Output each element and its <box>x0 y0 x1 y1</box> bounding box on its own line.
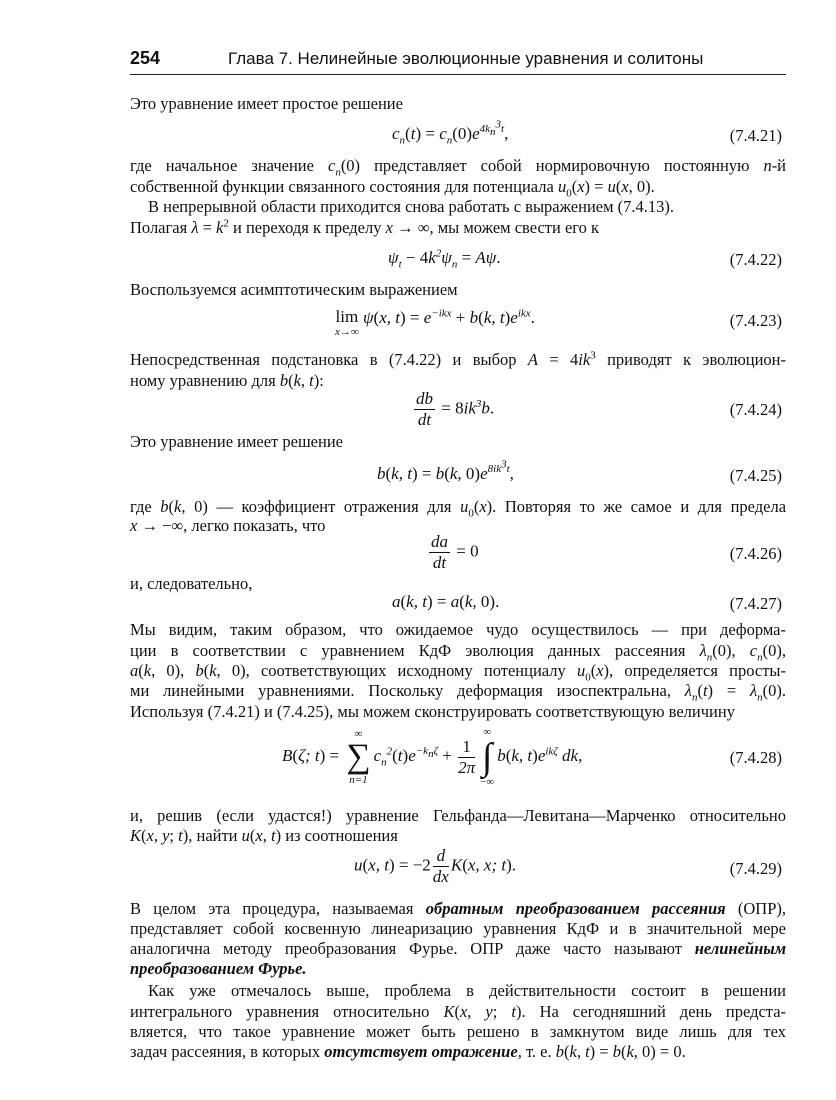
equation-7-4-23: lim x→∞ ψ(x, $t) = e^{-ikx} + b(k$, $t)e^{ikx}$. <box>335 307 535 338</box>
page-number: 254 <box>130 48 161 68</box>
text-line: Воспользуемся асимптотическим выражением <box>130 280 458 299</box>
text-line: ции в соответствии с уравнением КдФ эволюция данных рассеяния $\lambda_n(0)$, $c_n(0)$, <box>130 641 786 664</box>
equation-7-4-27: a(k, t) = a(k, 0). <box>392 592 500 611</box>
equation-number: (7.4.27) <box>729 594 782 613</box>
equation-number: (7.4.23) <box>729 311 782 330</box>
equation-number: (7.4.24) <box>729 400 782 419</box>
equation-number: (7.4.28) <box>729 748 782 767</box>
text-line: Мы видим, таким образом, что ожидаемое чудо осуществилось — при деформа- <box>130 620 786 639</box>
text-line: Полагая $\lambda = k^2$ и переходя к пределу x → ∞, мы можем свести его к <box>130 217 600 237</box>
equation-number: (7.4.21) <box>729 126 782 145</box>
text-line: Как уже отмечалось выше, проблема в действительности состоит в решении <box>148 981 786 1000</box>
text-line: интегрального уравнения относительно K(x, y; t). На сегодняшний день предста- <box>130 1002 787 1021</box>
text-line: ми линейными уравнениями. Поскольку деформация изоспектральна, $\lambda_n(t) = \lambda_n(0)$. <box>130 681 786 704</box>
text-line: ному уравнению для b(k, t): <box>130 371 324 390</box>
equation-7-4-21: $c_n(t) = c_n(0)e^{4k_n^3t}$, <box>392 118 509 147</box>
text-line: где начальное значение $c_n(0)$ представляет собой нормировочную постоянную n-й <box>130 156 787 179</box>
text-line: Используя (7.4.21) и (7.4.25), мы можем сконструировать соответствующую величину <box>130 702 735 721</box>
text-line: Это уравнение имеет решение <box>130 432 343 451</box>
text-line: собственной функции связанного состояния для потенциала $u_0(x) = u(x$, 0). <box>130 177 655 200</box>
text-line: вляется, что такое уравнение может быть решено в замкнутом виде лишь для тех <box>130 1022 786 1041</box>
equation-number: (7.4.26) <box>729 544 782 563</box>
equation-7-4-29: u(x, t) = −2 $\frac{d}{dx}$ K(x, x; t). <box>354 846 517 886</box>
text-line: где b(k, 0) — коэффициент отражения для $u_0(x)$. Повторяя то же самое и для предела <box>130 497 787 520</box>
equation-number: (7.4.22) <box>729 250 782 269</box>
text-line: x → −∞, легко показать, что <box>130 516 326 535</box>
text-line: представляет собой косвенную линеаризацию уравнения КдФ и в значительной мере <box>130 919 786 938</box>
equation-7-4-24: $\frac{db}{dt}$ = $8ik^3b$. <box>416 389 495 429</box>
text-line: a(k, 0), b(k, 0), соответствующих исходному потенциалу $u_0(x)$, определяется просты- <box>130 661 787 684</box>
text-line: Непосредственная подстановка в (7.4.22) и выбор $A = 4ik^3$ приводят к эволюцион- <box>130 349 787 369</box>
equation-number: (7.4.29) <box>729 859 782 878</box>
page-header <box>130 48 786 75</box>
text-line: В целом эта процедура, называемая обратным преобразованием рассеяния (ОПР), <box>130 899 787 918</box>
equation-7-4-28: B(ζ; t) = ∞ ∑ n=1 $c_n^2(t)e^{-k_n\zeta}$ + $\frac{1}{2\pi}$ ∞ ∫ −∞ b(k, $t)e^{ik\zeta}$ dk, <box>282 726 583 788</box>
text-line: аналогична методу преобразования Фурье. ОПР даже часто называют нелинейным <box>130 939 787 958</box>
chapter-title: Глава 7. Нелинейные эволюционные уравнения и солитоны <box>228 49 704 68</box>
text-line: Это уравнение имеет простое решение <box>130 94 403 113</box>
equation-7-4-26: $\frac{da}{dt}$ = 0 <box>431 532 479 572</box>
text-line: задач рассеяния, в которых отсутствует отражение, т. е. b(k, t) = b(k, 0) = 0. <box>130 1042 686 1061</box>
text-line: и, следовательно, <box>130 574 253 593</box>
equation-number: (7.4.25) <box>729 466 782 485</box>
text-line: В непрерывной области приходится снова работать с выражением (7.4.13). <box>148 197 675 216</box>
text-line: и, решив (если удастся!) уравнение Гельфанда—Левитана—Марченко относительно <box>130 806 786 825</box>
text-line: преобразованием Фурье. <box>130 959 307 978</box>
equation-7-4-22: $\psi_t - 4k^2\psi_n = A\psi$. <box>388 247 501 271</box>
equation-7-4-25: b(k, t) = b(k, $0)e^{8ik^3t}$, <box>377 458 514 483</box>
text-line: K(x, y; t), найти u(x, t) из соотношения <box>130 826 398 845</box>
